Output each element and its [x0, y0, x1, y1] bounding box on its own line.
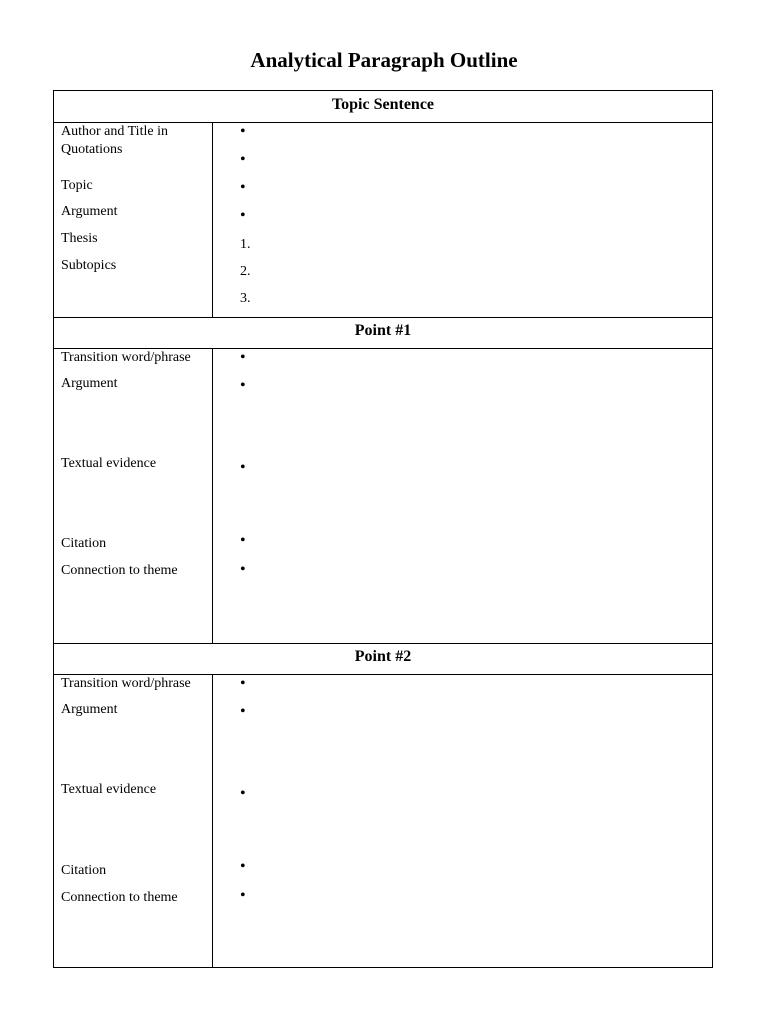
label-argument: Argument: [61, 204, 118, 219]
section-heading-point-1: Point #1: [354, 322, 412, 339]
bullet-marker: •: [240, 179, 246, 196]
label-argument: Argument: [61, 702, 118, 717]
label-connection-to-theme: Connection to theme: [61, 890, 178, 905]
label-transition: Transition word/phrase: [61, 350, 191, 365]
row-divider: [54, 643, 712, 644]
bullet-marker: •: [240, 675, 246, 692]
section-heading-point-2: Point #2: [354, 648, 412, 665]
column-divider: [212, 674, 213, 967]
column-divider: [212, 348, 213, 643]
label-subtopics: Subtopics: [61, 258, 117, 273]
row-divider: [54, 317, 712, 318]
bullet-marker: •: [240, 561, 246, 578]
bullet-marker: •: [240, 123, 246, 140]
section-heading-topic-sentence: Topic Sentence: [331, 96, 435, 113]
label-connection-to-theme: Connection to theme: [61, 563, 178, 578]
bullet-marker: •: [240, 532, 246, 549]
bullet-marker: •: [240, 377, 246, 394]
label-transition: Transition word/phrase: [61, 676, 191, 691]
label-author-title: Author and Title in: [61, 124, 168, 139]
bullet-marker: •: [240, 459, 246, 476]
bullet-marker: •: [240, 887, 246, 904]
label-argument: Argument: [61, 376, 118, 391]
page-title: Analytical Paragraph Outline: [250, 48, 518, 72]
bullet-marker: •: [240, 703, 246, 720]
outline-table: [53, 90, 713, 968]
bullet-marker: •: [240, 858, 246, 875]
bullet-marker: •: [240, 349, 246, 366]
label-citation: Citation: [61, 536, 107, 551]
label-quotations: Quotations: [61, 142, 123, 157]
label-thesis: Thesis: [61, 231, 98, 246]
label-textual-evidence: Textual evidence: [61, 456, 157, 471]
label-textual-evidence: Textual evidence: [61, 782, 157, 797]
bullet-marker: •: [240, 151, 246, 168]
bullet-marker: •: [240, 785, 246, 802]
number-marker: 3.: [240, 291, 251, 306]
bullet-marker: •: [240, 207, 246, 224]
column-divider: [212, 122, 213, 317]
number-marker: 2.: [240, 264, 251, 279]
label-citation: Citation: [61, 863, 107, 878]
number-marker: 1.: [240, 237, 251, 252]
label-topic: Topic: [61, 178, 93, 193]
